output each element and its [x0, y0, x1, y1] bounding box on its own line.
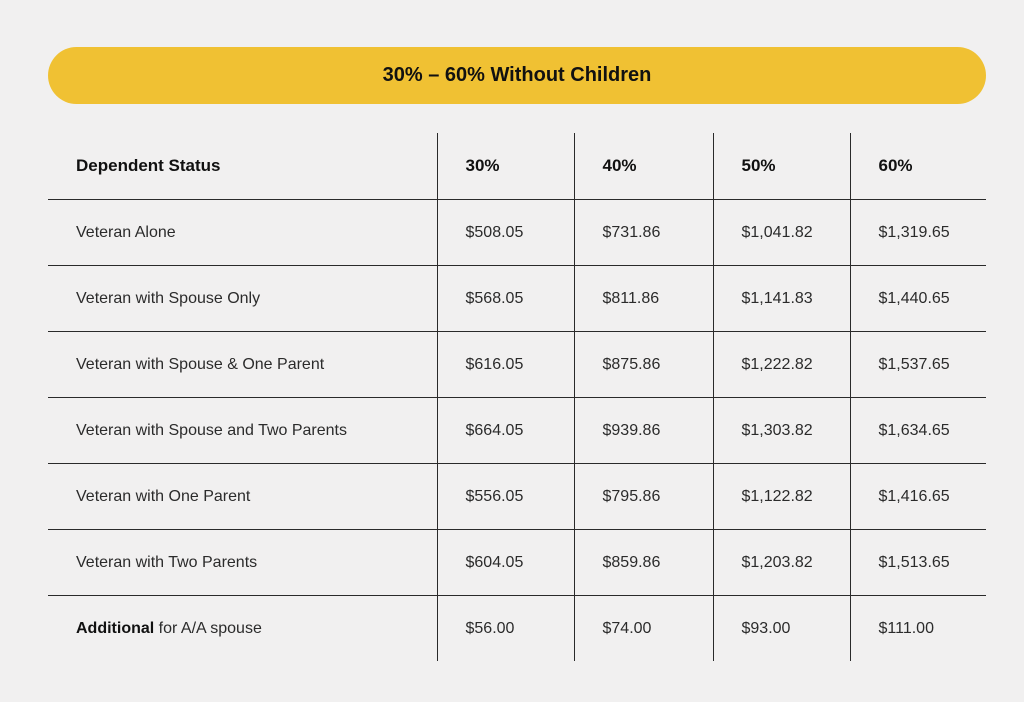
rate-cell: $1,141.83: [713, 266, 850, 332]
rate-cell: $616.05: [437, 332, 574, 398]
rate-cell: $1,203.82: [713, 530, 850, 596]
rate-cell: $1,440.65: [850, 266, 986, 332]
rate-cell: $568.05: [437, 266, 574, 332]
row-label: Veteran with Spouse Only: [48, 266, 437, 332]
rate-cell: $56.00: [437, 596, 574, 662]
rate-cell: $111.00: [850, 596, 986, 662]
table-row: [48, 398, 986, 464]
table-row: [48, 200, 986, 266]
compensation-rate-table: [48, 133, 986, 661]
rate-cell: $795.86: [574, 464, 713, 530]
rate-cell: $556.05: [437, 464, 574, 530]
table-row: [48, 332, 986, 398]
column-header-30-percent: 30%: [437, 133, 574, 200]
rate-cell: $1,634.65: [850, 398, 986, 464]
row-label: Veteran with Two Parents: [48, 530, 437, 596]
rate-cell: $1,041.82: [713, 200, 850, 266]
rate-cell: $1,513.65: [850, 530, 986, 596]
table-row: [48, 464, 986, 530]
rate-cell: $731.86: [574, 200, 713, 266]
rate-cell: $1,303.82: [713, 398, 850, 464]
row-label: Veteran with Spouse and Two Parents: [48, 398, 437, 464]
rate-cell: $1,319.65: [850, 200, 986, 266]
row-label: Veteran with Spouse & One Parent: [48, 332, 437, 398]
table-row: [48, 266, 986, 332]
row-label-rest: for A/A spouse: [154, 619, 262, 637]
table-header-row: [48, 133, 986, 200]
table-row-additional-spouse: [48, 596, 986, 662]
row-label: [48, 596, 437, 662]
column-header-40-percent: 40%: [574, 133, 713, 200]
column-header-dependent-status: Dependent Status: [48, 133, 437, 200]
column-header-60-percent: 60%: [850, 133, 986, 200]
table-row: [48, 530, 986, 596]
rate-cell: $604.05: [437, 530, 574, 596]
row-label: Veteran with One Parent: [48, 464, 437, 530]
rate-cell: $1,537.65: [850, 332, 986, 398]
rate-cell: $74.00: [574, 596, 713, 662]
rate-cell: $1,416.65: [850, 464, 986, 530]
rate-cell: $811.86: [574, 266, 713, 332]
row-label: Veteran Alone: [48, 200, 437, 266]
table-title: 30% – 60% Without Children: [382, 64, 652, 86]
rate-cell: $939.86: [574, 398, 713, 464]
rate-cell: $1,122.82: [713, 464, 850, 530]
rate-cell: $875.86: [574, 332, 713, 398]
column-header-50-percent: 50%: [713, 133, 850, 200]
table-title-banner: [48, 47, 986, 104]
rate-cell: $1,222.82: [713, 332, 850, 398]
rate-cell: $93.00: [713, 596, 850, 662]
rate-cell: $664.05: [437, 398, 574, 464]
rate-cell: $859.86: [574, 530, 713, 596]
rate-cell: $508.05: [437, 200, 574, 266]
row-label-bold: Additional: [76, 619, 155, 637]
